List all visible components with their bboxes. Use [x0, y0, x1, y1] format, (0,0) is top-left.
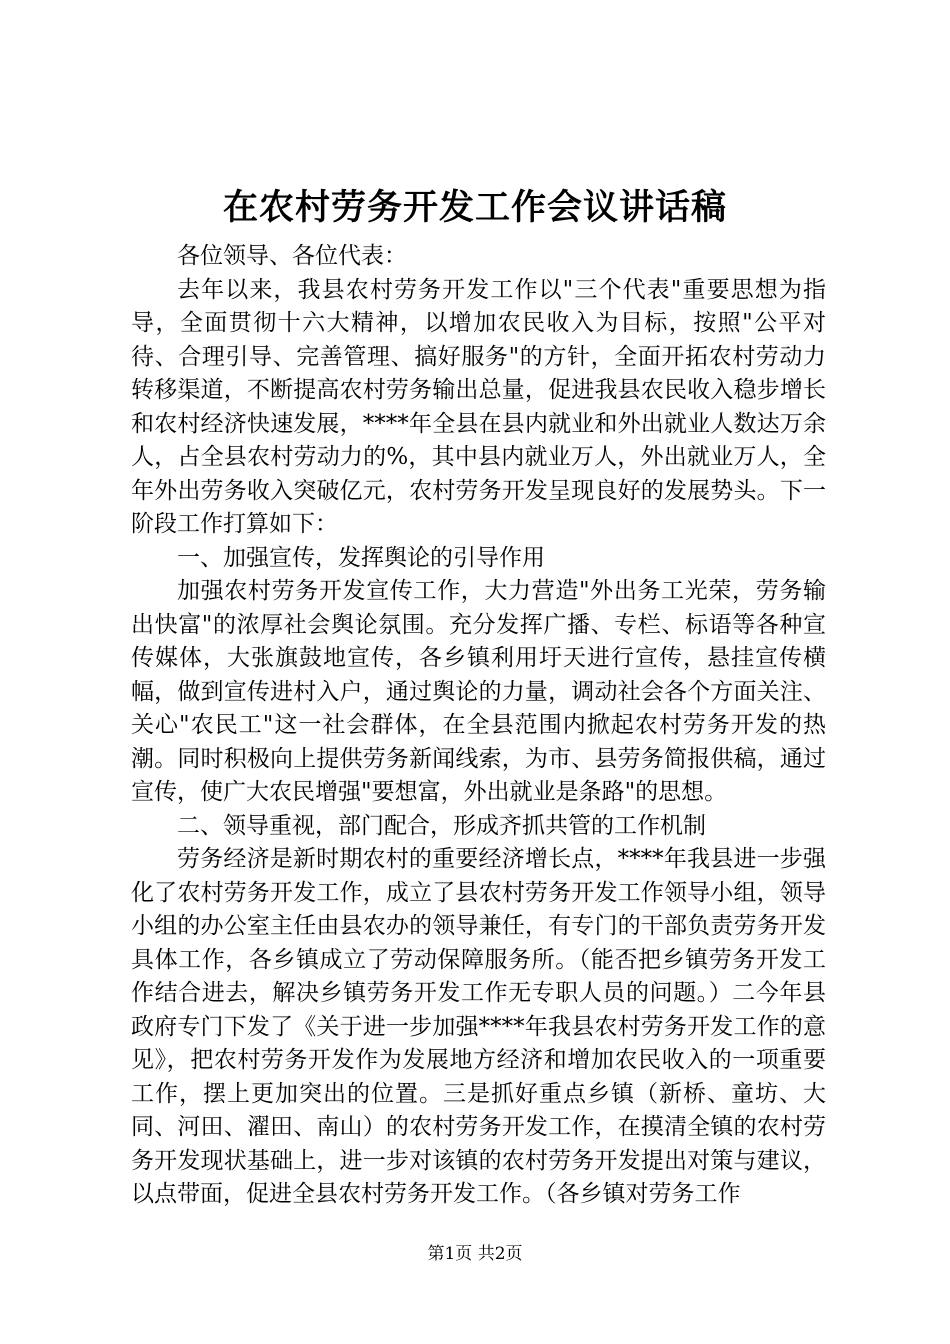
document-body: [131, 240, 826, 1212]
page-number-footer: 第1页 共2页: [427, 1244, 523, 1264]
section-heading-2: 二、领导重视，部门配合，形成齐抓共管的工作机制: [177, 812, 706, 839]
intro-paragraph: 去年以来，我县农村劳务开发工作以"三个代表"重要思想为指导，全面贯彻十六大精神，以增加农民收入为目标，按照"公平对待、合理引导、完善管理、搞好服务"的方针，全面开拓农村劳动力转移渠道，不断提高农村劳务输出总量，促进我县农民收入稳步增长和农村经济快速发展，****年全县在县内就业和外出就业人数达万余人，占全县农村劳动力的%，其中县内就业万人，外出就业万人，全年外出劳务收入突破亿元，农村劳务开发呈现良好的发展势头。下一阶段工作打算如下：: [131, 276, 826, 537]
section-2-paragraph: 劳务经济是新时期农村的重要经济增长点，****年我县进一步强化了农村劳务开发工作，成立了县农村劳务开发工作领导小组，领导小组的办公室主任由县农办的领导兼任，有专门的干部负责劳务开发具体工作，各乡镇成立了劳动保障服务所。（能否把乡镇劳务开发工作结合进去，解决乡镇劳务开发工作无专职人员的问题。）二今年县政府专门下发了《关于进一步加强****年我县农村劳务开发工作的意见》，把农村劳务开发作为发展地方经济和增加农民收入的一项重要工作，摆上更加突出的位置。三是抓好重点乡镇（新桥、童坊、大同、河田、濯田、南山）的农村劳务开发工作，在摸清全镇的农村劳务开发现状基础上，进一步对该镇的农村劳务开发提出对策与建议，以点带面，促进全县农村劳务开发工作。（各乡镇对劳务工作: [131, 846, 826, 1207]
salutation-paragraph: 各位领导、各位代表：: [177, 243, 407, 269]
section-1-paragraph: 加强农村劳务开发宣传工作，大力营造"外出务工光荣，劳务输出快富"的浓厚社会舆论氛围。充分发挥广播、专栏、标语等各种宣传媒体，大张旗鼓地宣传，各乡镇利用圩天进行宣传，悬挂宣传横幅，做到宣传进村入户，通过舆论的力量，调动社会各个方面关注、关心"农民工"这一社会群体，在全县范围内掀起农村劳务开发的热潮。同时积极向上提供劳务新闻线索，为市、县劳务简报供稿，通过宣传，使广大农民增强"要想富，外出就业是条路"的思想。: [131, 578, 826, 805]
document-title: 在农村劳务开发工作会议讲话稿: [222, 187, 727, 228]
section-heading-1: 一、加强宣传，发挥舆论的引导作用: [177, 544, 545, 571]
